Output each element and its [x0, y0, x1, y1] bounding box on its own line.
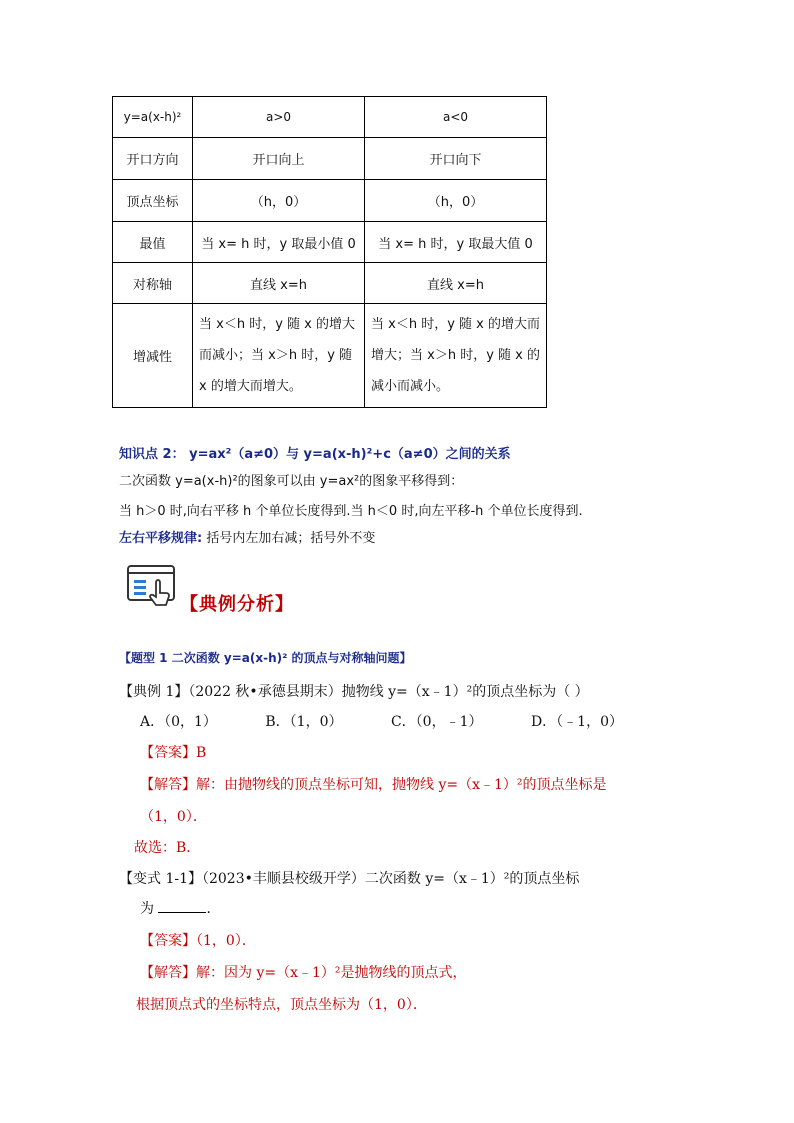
table-cell: 当 x＜h 时，y 随 x 的增大而增大；当 x＞h 时，y 随 x 的减小而减小。	[365, 304, 547, 408]
shift-rule-label: 左右平移规律:	[119, 531, 203, 546]
option-b[interactable]: B．（1，0）	[265, 714, 343, 730]
knowledge-point-title: 知识点 2： y=ax²（a≠0）与 y=a(x-h)²+c（a≠0）之间的关系	[119, 447, 511, 462]
option-d[interactable]: D．（﹣1，0）	[530, 714, 623, 730]
variant-answer: 【答案】（1，0）．	[140, 933, 256, 949]
shift-rule-text: 括号内左加右减；括号外不变	[206, 531, 376, 546]
table-cell: 最值	[113, 222, 193, 263]
properties-table	[112, 96, 547, 408]
table-cell: （h，0）	[365, 180, 547, 222]
pointer-document-icon	[126, 563, 180, 611]
example-explanation: 【解答】解：由抛物线的顶点坐标可知，抛物线 y=（x﹣1）²的顶点坐标是	[140, 777, 607, 793]
knowledge-line-1: 二次函数 y=a(x-h)²的图象可以由 y=ax²的图象平移得到：	[119, 474, 464, 489]
table-cell: 直线 x=h	[193, 263, 365, 304]
table-cell: （h，0）	[193, 180, 365, 222]
option-c[interactable]: C．（0，﹣1）	[390, 714, 483, 730]
question-type-title: 【题型 1 二次函数 y=a(x-h)² 的顶点与对称轴问题】	[119, 651, 412, 665]
table-header-cell: a<0	[365, 97, 547, 138]
table-cell: 开口向下	[365, 138, 547, 180]
table-cell: 直线 x=h	[365, 263, 547, 304]
variant-question: 【变式 1-1】（2023•丰顺县校级开学）二次函数 y=（x﹣1）²的顶点坐标	[119, 871, 580, 887]
table-header-cell: a>0	[193, 97, 365, 138]
table-header-cell: y=a(x-h)²	[113, 97, 193, 138]
example-explanation-cont: （1，0）．	[140, 809, 207, 825]
table-cell: 开口方向	[113, 138, 193, 180]
table-cell: 对称轴	[113, 263, 193, 304]
table-cell: 增减性	[113, 304, 193, 408]
shift-rule	[119, 527, 375, 546]
example-choice: 故选：B．	[134, 840, 201, 856]
table-cell: 开口向上	[193, 138, 365, 180]
example-answer: 【答案】B	[140, 745, 207, 761]
answer-blank[interactable]	[158, 898, 206, 913]
table-cell: 顶点坐标	[113, 180, 193, 222]
table-cell: 当 x= h 时，y 取最小值 0	[193, 222, 365, 263]
options-row	[140, 711, 667, 731]
table-cell: 当 x= h 时，y 取最大值 0	[365, 222, 547, 263]
example-analysis-banner: 【典例分析】	[180, 594, 294, 615]
variant-explanation-cont: 根据顶点式的坐标特点，顶点坐标为（1，0）．	[136, 997, 427, 1013]
example-question: 【典例 1】（2022 秋•承德县期末）抛物线 y=（x﹣1）²的顶点坐标为（ ）	[119, 684, 589, 700]
variant-question-cont: 为 ．	[140, 898, 220, 918]
option-a[interactable]: A．（0，1）	[140, 714, 217, 730]
variant-explanation: 【解答】解：因为 y=（x﹣1）²是抛物线的顶点式，	[140, 965, 467, 981]
knowledge-line-2: 当 h＞0 时,向右平移 h 个单位长度得到.当 h＜0 时,向左平移-h 个单位长度得到.	[119, 504, 583, 519]
table-cell: 当 x＜h 时，y 随 x 的增大而减小；当 x＞h 时，y 随 x 的增大而增大。	[193, 304, 365, 408]
